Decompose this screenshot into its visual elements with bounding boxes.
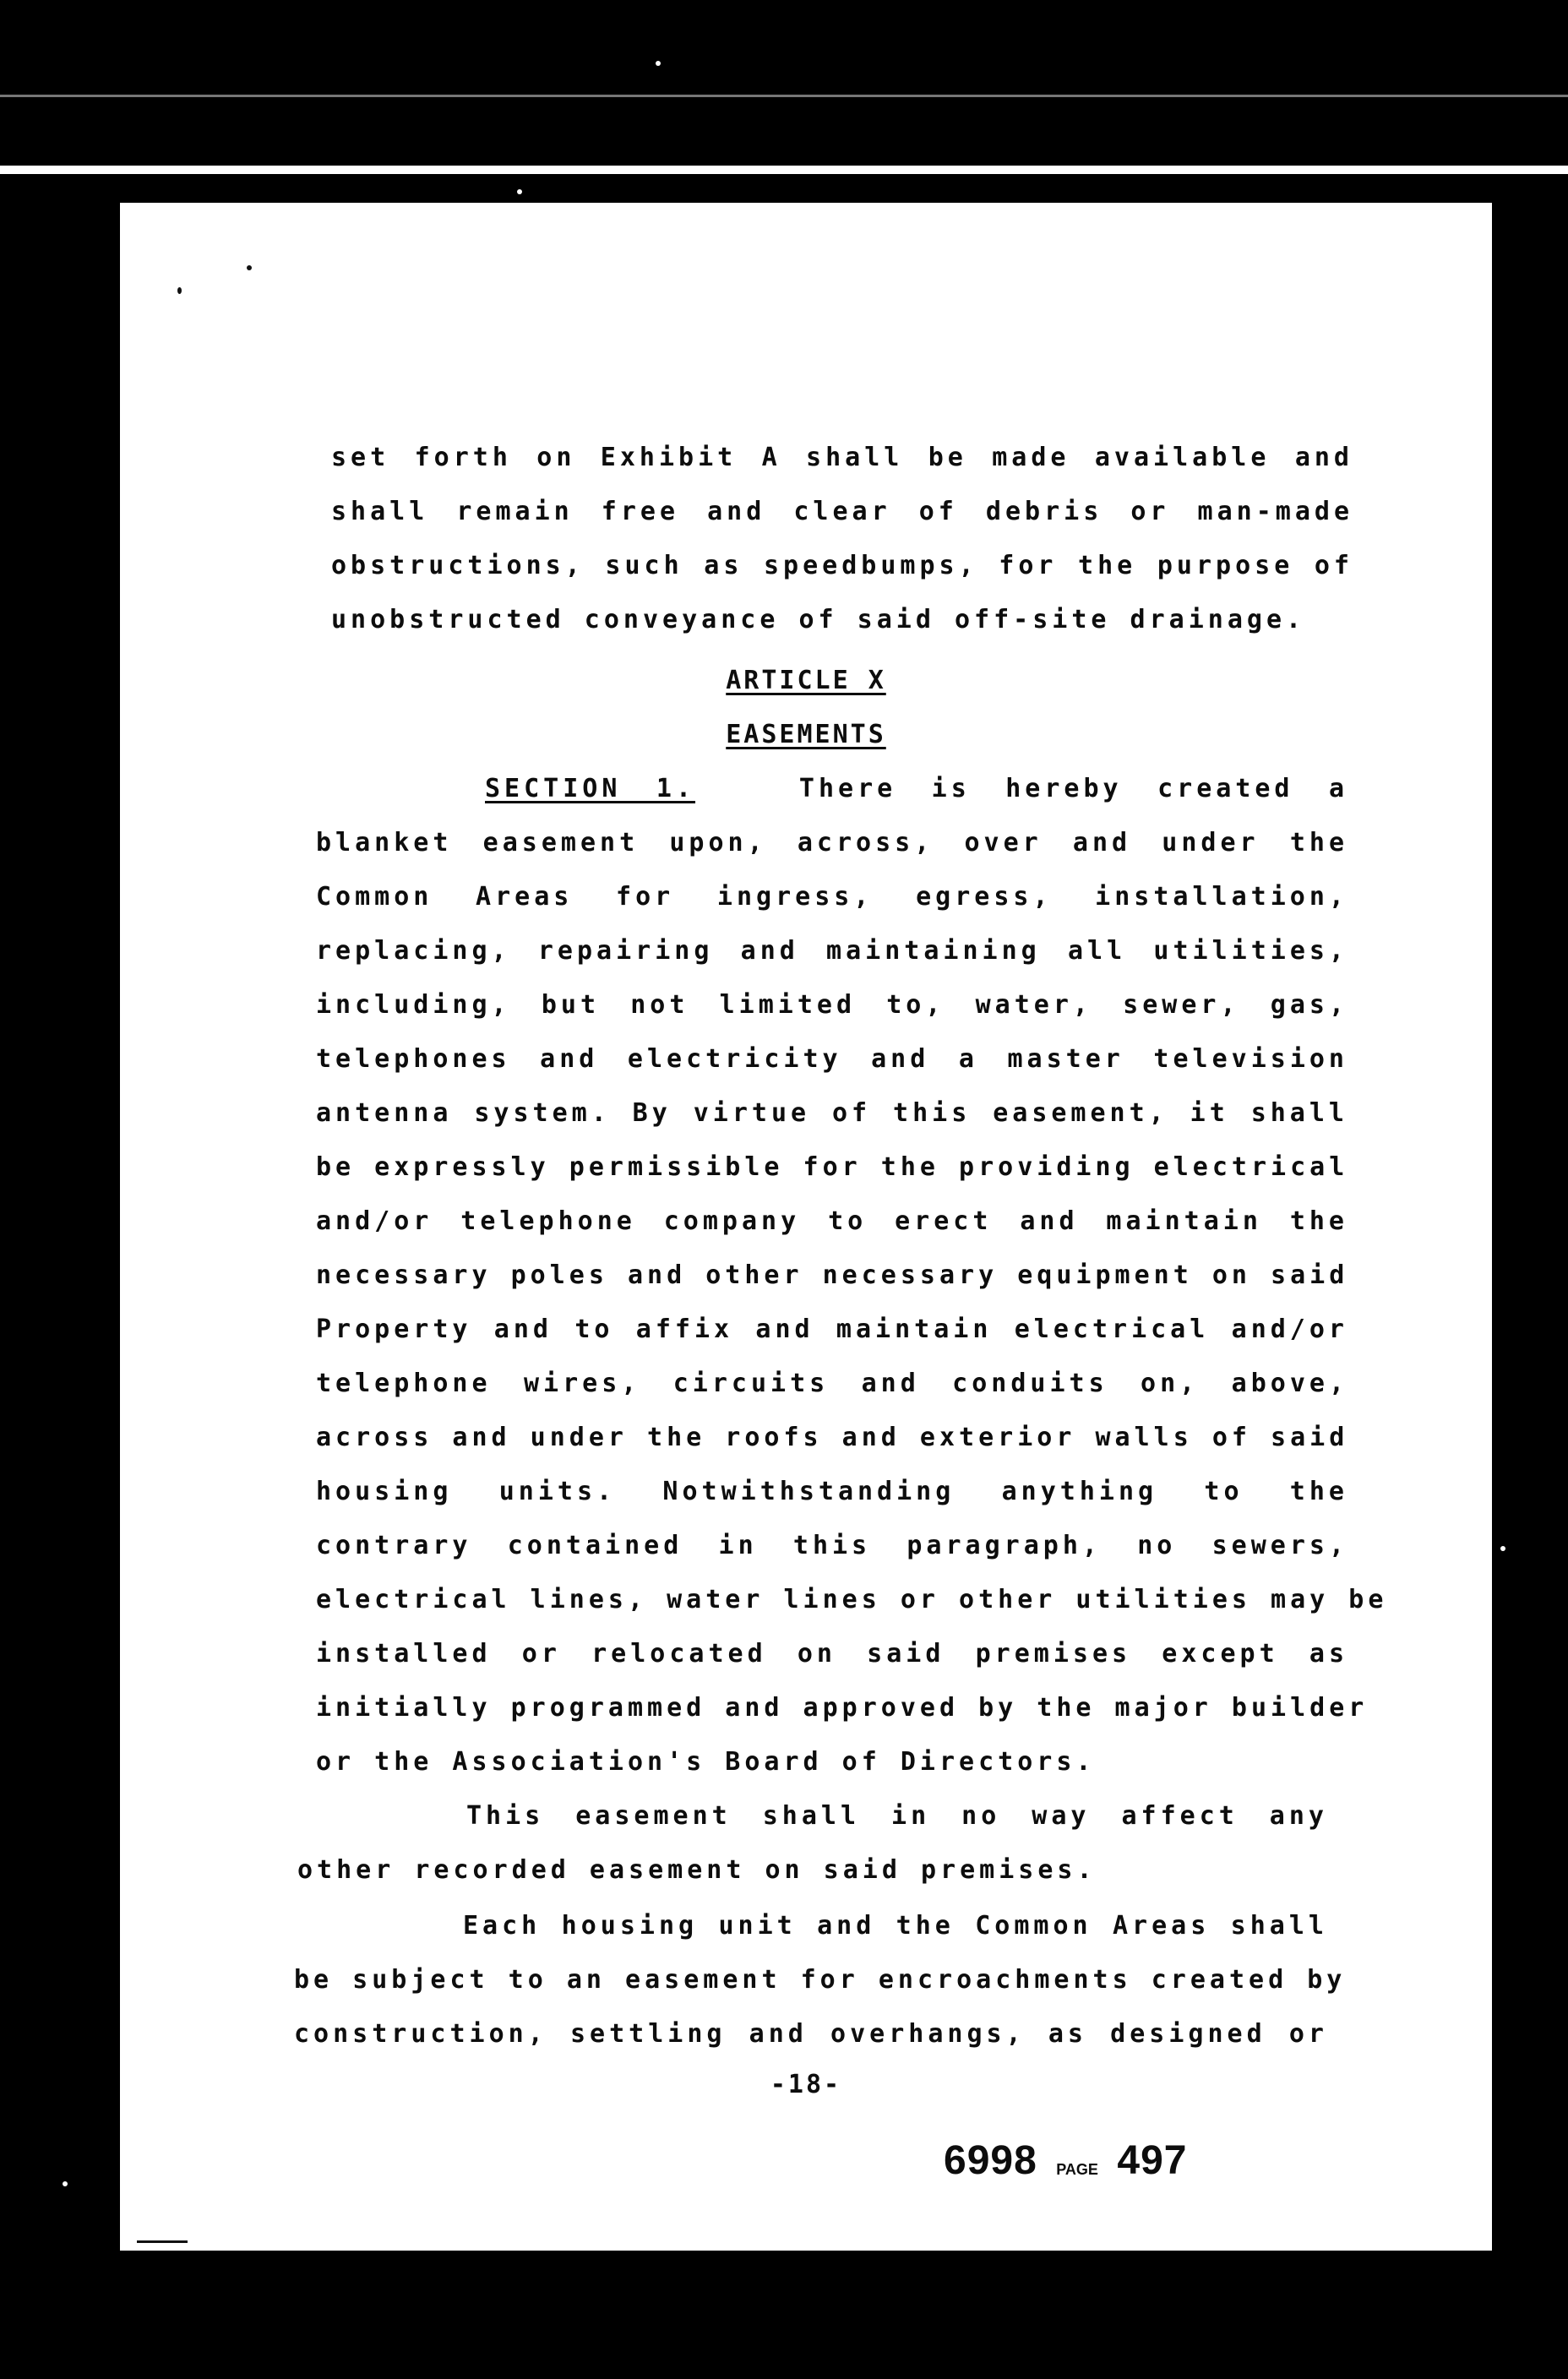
text-line: set forth on Exhibit A shall be made available and [331,443,1353,472]
scan-speck [63,2181,68,2186]
continued-paragraph [331,431,1353,647]
text-line: contrary contained in this paragraph, no sewers, [316,1531,1348,1560]
scan-mark [177,287,182,294]
text-line: be expressly permissible for the providing electrical [316,1152,1349,1182]
scan-top-border [0,0,1568,169]
recording-page-number: 497 [1117,2138,1188,2183]
page-word: PAGE [1056,2161,1098,2179]
section-1-paragraph [316,762,1388,1789]
article-heading: ARTICLE X [726,666,886,695]
page-number: -18- [770,2070,842,2099]
text-span: There is hereby created a [798,774,1349,803]
text-line: unobstructed conveyance of said off-site drainage. [331,605,1306,634]
text-line: This easement shall in no way affect any [466,1801,1328,1831]
text-line: and/or telephone company to erect and maintain the [316,1206,1348,1236]
text-line: telephone wires, circuits and conduits on, above, [316,1369,1348,1398]
text-line: other recorded easement on said premises. [297,1855,1097,1885]
text-line: Each housing unit and the Common Areas shall [463,1911,1328,1941]
text-line: blanket easement upon, across, over and under the [316,828,1348,857]
article-title: EASEMENTS [726,720,886,749]
text-line: Common Areas for ingress, egress, installation, [316,882,1348,912]
scan-artifact-line [0,95,1568,97]
document-page [120,203,1492,2251]
text-line: initially programmed and approved by the major builder [316,1693,1369,1723]
text-line: including, but not limited to, water, sewer, gas, [316,990,1348,1020]
text-line: housing units. Notwithstanding anything to the [316,1477,1348,1506]
recording-stamp [944,2137,1187,2184]
text-line: be subject to an easement for encroachments created by [294,1965,1347,1995]
scan-speck [517,189,522,194]
section-1-first-line [316,762,1348,816]
text-line: or the Association's Board of Directors. [316,1747,1096,1777]
text-line: installed or relocated on said premises except as [316,1639,1348,1669]
text-line: Property and to affix and maintain electrical and/or [316,1315,1348,1344]
text-line: across and under the roofs and exterior walls of said [316,1423,1349,1452]
easement-paragraph [297,1789,1328,1897]
scan-speck [1500,1546,1505,1551]
scan-speck [656,61,661,66]
text-line: shall remain free and clear of debris or man-made [331,497,1353,526]
text-line: electrical lines, water lines or other utilities may be [316,1585,1388,1614]
text-line: telephones and electricity and a master television [316,1044,1348,1074]
encroachment-paragraph [294,1899,1347,2061]
section-label: SECTION 1. [485,774,696,803]
text-line: antenna system. By virtue of this easement, it shall [316,1098,1348,1128]
scan-artifact-band [0,166,1568,174]
text-line: obstructions, such as speedbumps, for the purpose of [331,551,1353,580]
scan-mark [137,2240,188,2243]
text-line: necessary poles and other necessary equipment on said [316,1260,1349,1290]
text-line: replacing, repairing and maintaining all utilities, [316,936,1348,966]
text-line: construction, settling and overhangs, as designed or [294,2019,1328,2049]
scan-mark [247,265,252,270]
book-number: 6998 [944,2138,1037,2183]
